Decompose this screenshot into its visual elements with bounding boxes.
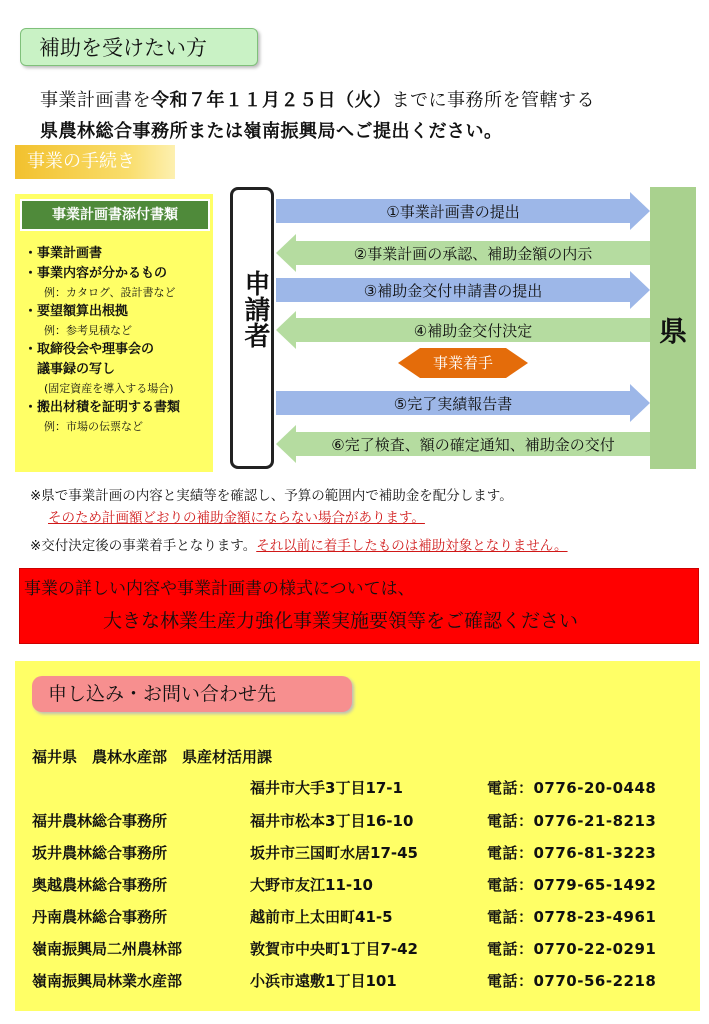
doc-item-label: ・事業計画書 [24, 246, 103, 261]
doc-item-example: (固定資産を導入する場合) [44, 382, 174, 395]
office-name: 嶺南振興局林業水産部 [32, 972, 183, 990]
warning-line-2: 大きな林業生産力強化事業実施要領等をご確認ください [103, 610, 579, 632]
applicant-label: 申請者 [240, 270, 270, 348]
doc-item-example: 例：参考見積など [44, 324, 132, 337]
office-address: 坂井市三国町水居17-45 [250, 844, 418, 862]
office-phone: 電話：0776-81-3223 [487, 844, 657, 862]
doc-item-label: ・事業内容が分かるもの [24, 266, 168, 281]
section-title: 補助を受けたい方 [39, 36, 207, 60]
intro-text-pre: 事業計画書を [40, 90, 151, 111]
flow-arrow-step-2 [276, 234, 650, 272]
office-name: 坂井農林総合事務所 [32, 844, 168, 862]
flow-step-label: ④補助金交付決定 [413, 321, 533, 340]
office-address: 大野市友江11-10 [250, 876, 373, 894]
flow-step-label: ①事業計画書の提出 [386, 202, 520, 221]
warning-line-1: 事業の詳しい内容や事業計画書の様式については、 [24, 579, 415, 599]
procedure-tag-label: 事業の手続き [27, 151, 135, 172]
doc-item-label: ・取締役会や理事会の [24, 342, 155, 357]
office-phone: 電話：0776-21-8213 [487, 812, 657, 830]
office-phone: 電話：0770-22-0291 [487, 940, 657, 958]
doc-item-example: 例：カタログ、設計書など [44, 286, 176, 299]
flow-arrow-step-5 [276, 384, 650, 422]
office-address: 敦賀市中央町1丁目7-42 [250, 940, 418, 958]
office-name: 嶺南振興局二州農林部 [32, 940, 183, 958]
documents-title: 事業計画書添付書類 [20, 199, 210, 231]
doc-item [24, 398, 210, 436]
doc-item-label: ・要望額算出根拠 [24, 304, 129, 319]
flow-step-label: ③補助金交付申請書の提出 [363, 281, 543, 300]
office-phone: 電話：0770-56-2218 [487, 972, 657, 990]
office-name: 奥越農林総合事務所 [32, 876, 168, 894]
flow-arrow-step-1 [276, 192, 650, 230]
office-phone: 電話：0776-20-0448 [487, 779, 657, 797]
note-2 [30, 534, 568, 554]
intro-line-2 [40, 117, 503, 143]
office-address: 越前市上太田町41-5 [250, 908, 393, 926]
deadline-date: 令和７年１１月２５日（火） [151, 90, 392, 111]
procedure-tag [15, 145, 175, 179]
flow-step-label: ⑥完了検査、額の確定通知、補助金の交付 [331, 435, 615, 454]
doc-item-label: 議事録の写し [24, 362, 116, 377]
office-name: 丹南農林総合事務所 [32, 908, 168, 926]
office-name: 福井農林総合事務所 [32, 812, 168, 830]
prefecture-label: 県 [658, 315, 687, 348]
office-phone: 電話：0778-23-4961 [487, 908, 657, 926]
note-1: ※県で事業計画の内容と実績等を確認し、予算の範囲内で補助金を配分します。 [30, 488, 513, 504]
office-name: 福井県 農林水産部 県産材活用課 [32, 748, 273, 766]
doc-item [24, 264, 210, 302]
office-address: 福井市松本3丁目16-10 [250, 812, 414, 830]
doc-item-example: 例：市場の伝票など [44, 420, 143, 433]
documents-list [24, 244, 210, 436]
flow-arrow-step-4 [276, 311, 650, 349]
note-1-warning: そのため計画額どおりの補助金額にならない場合があります。 [48, 510, 425, 526]
intro-text-post: までに事務所を管轄する [391, 90, 595, 111]
doc-item [24, 340, 210, 398]
doc-item-label: ・搬出材積を証明する書類 [24, 400, 181, 415]
office-phone: 電話：0779-65-1492 [487, 876, 657, 894]
office-address: 小浜市遠敷1丁目101 [250, 972, 397, 990]
note-2-text: ※交付決定後の事業着手となります。 [30, 538, 257, 554]
submission-offices: 県農林総合事務所または嶺南振興局へご提出ください。 [40, 121, 503, 142]
contact-title: 申し込み・お問い合わせ先 [48, 683, 277, 705]
flow-arrow-step-6 [276, 425, 650, 463]
doc-item [24, 244, 210, 264]
contact-title-pill [32, 676, 352, 712]
flow-step-label: ⑤完了実績報告書 [393, 394, 513, 413]
business-start-label: 事業着手 [432, 354, 493, 372]
office-address: 福井市大手3丁目17-1 [250, 779, 403, 797]
flow-step-label: ②事業計画の承認、補助金額の内示 [353, 244, 593, 263]
flow-arrow-step-3 [276, 271, 650, 309]
section-title-pill [20, 28, 258, 66]
intro-line-1 [40, 86, 595, 112]
note-2-warning: それ以前に着手したものは補助対象となりません。 [256, 538, 568, 554]
doc-item [24, 302, 210, 340]
